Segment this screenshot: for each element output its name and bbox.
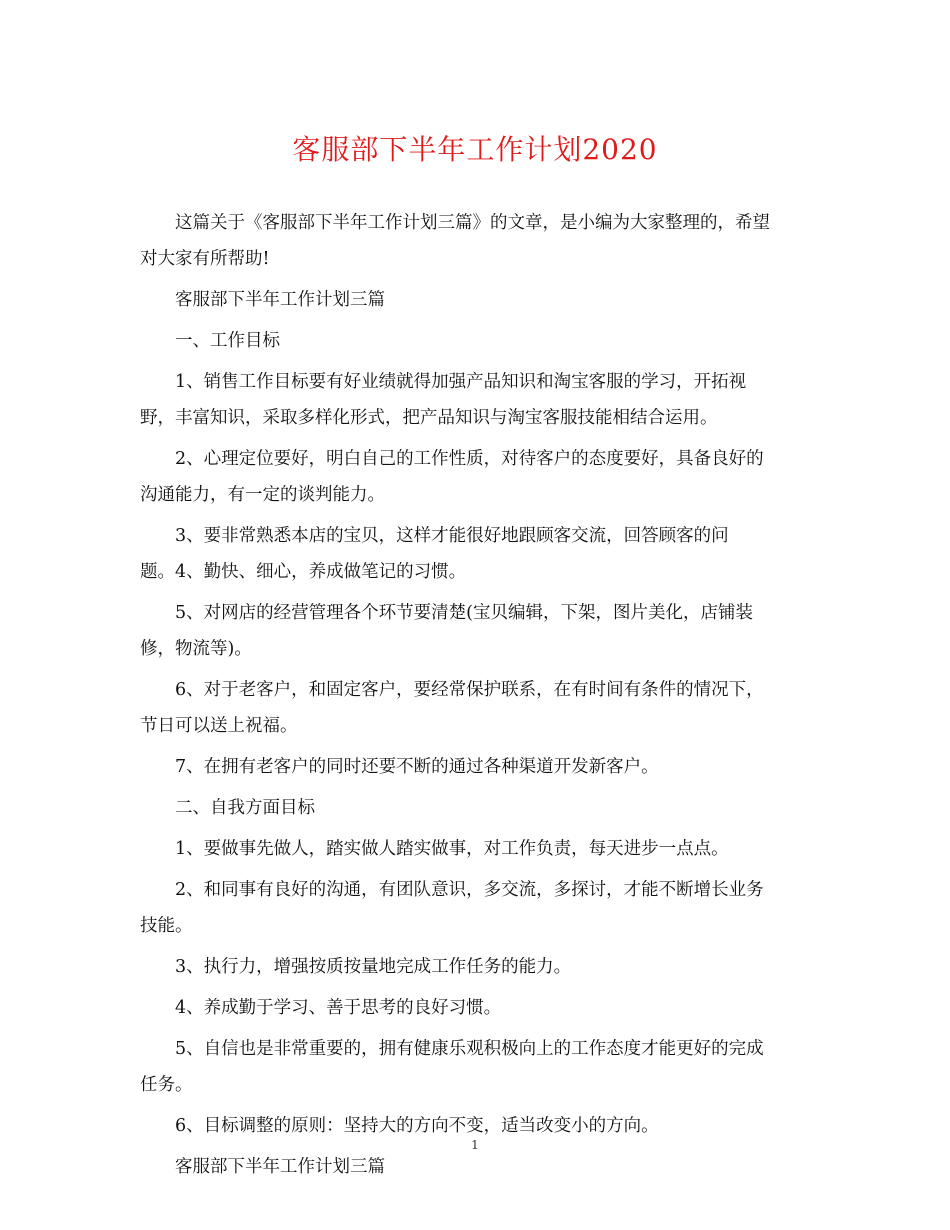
paragraph (140, 949, 810, 985)
paragraph-continuation-line: 任务。 (140, 1075, 193, 1095)
paragraph (140, 749, 810, 785)
paragraph-first-line: 2、心理定位要好，明白自己的工作性质，对待客户的态度要好，具备良好的 (175, 449, 764, 469)
paragraph-continuation-line: 节日可以送上祝福。 (140, 716, 298, 736)
paragraph-first-line: 3、执行力，增强按质按量地完成工作任务的能力。 (175, 957, 572, 977)
paragraph-first-line: 6、对于老客户，和固定客户，要经常保护联系，在有时间有条件的情况下， (175, 680, 764, 700)
paragraph-first-line: 7、在拥有老客户的同时还要不断的通过各种渠道开发新客户。 (175, 757, 659, 777)
paragraph-first-line: 1、销售工作目标要有好业绩就得加强产品知识和淘宝客服的学习，开拓视 (175, 372, 747, 392)
document-body (140, 205, 810, 1185)
paragraph (140, 790, 810, 826)
paragraph (140, 1031, 810, 1103)
paragraph (140, 205, 810, 277)
page-number: 1 (471, 1138, 479, 1152)
paragraph-first-line: 客服部下半年工作计划三篇 (175, 290, 385, 310)
paragraph-first-line: 1、要做事先做人，踏实做人踏实做事，对工作负责，每天进步一点点。 (175, 839, 729, 859)
paragraph-first-line: 3、要非常熟悉本店的宝贝，这样才能很好地跟顾客交流，回答顾客的问 (175, 526, 729, 546)
paragraph (140, 672, 810, 744)
paragraph (140, 323, 810, 359)
paragraph-first-line: 一、工作目标 (175, 331, 280, 351)
paragraph-first-line: 5、自信也是非常重要的，拥有健康乐观积极向上的工作态度才能更好的完成 (175, 1039, 764, 1059)
paragraph-first-line: 4、养成勤于学习、善于思考的良好习惯。 (175, 998, 502, 1018)
paragraph (140, 872, 810, 944)
paragraph-continuation-line: 技能。 (140, 916, 193, 936)
paragraph (140, 441, 810, 513)
paragraph-first-line: 这篇关于《客服部下半年工作计划三篇》的文章，是小编为大家整理的，希望 (175, 213, 770, 233)
paragraph-continuation-line: 修，物流等)。 (140, 639, 252, 659)
paragraph (140, 831, 810, 867)
paragraph (140, 1149, 810, 1185)
paragraph (140, 990, 810, 1026)
document-title: 客服部下半年工作计划2020 (292, 133, 658, 166)
paragraph-continuation-line: 野，丰富知识，采取多样化形式，把产品知识与淘宝客服技能相结合运用。 (140, 408, 718, 428)
paragraph-first-line: 6、目标调整的原则：坚持大的方向不变，适当改变小的方向。 (175, 1116, 659, 1136)
paragraph-first-line: 5、对网店的经营管理各个环节要清楚(宝贝编辑，下架，图片美化，店铺装 (175, 603, 753, 623)
paragraph (140, 518, 810, 590)
paragraph-continuation-line: 题。4、勤快、细心，养成做笔记的习惯。 (140, 562, 467, 582)
paragraph-first-line: 客服部下半年工作计划三篇 (175, 1157, 385, 1177)
paragraph (140, 364, 810, 436)
paragraph-first-line: 二、自我方面目标 (175, 798, 315, 818)
paragraph (140, 595, 810, 667)
paragraph (140, 282, 810, 318)
paragraph-continuation-line: 沟通能力，有一定的谈判能力。 (140, 485, 385, 505)
paragraph-first-line: 2、和同事有良好的沟通，有团队意识，多交流，多探讨，才能不断增长业务 (175, 880, 764, 900)
paragraph-continuation-line: 对大家有所帮助! (140, 249, 270, 269)
